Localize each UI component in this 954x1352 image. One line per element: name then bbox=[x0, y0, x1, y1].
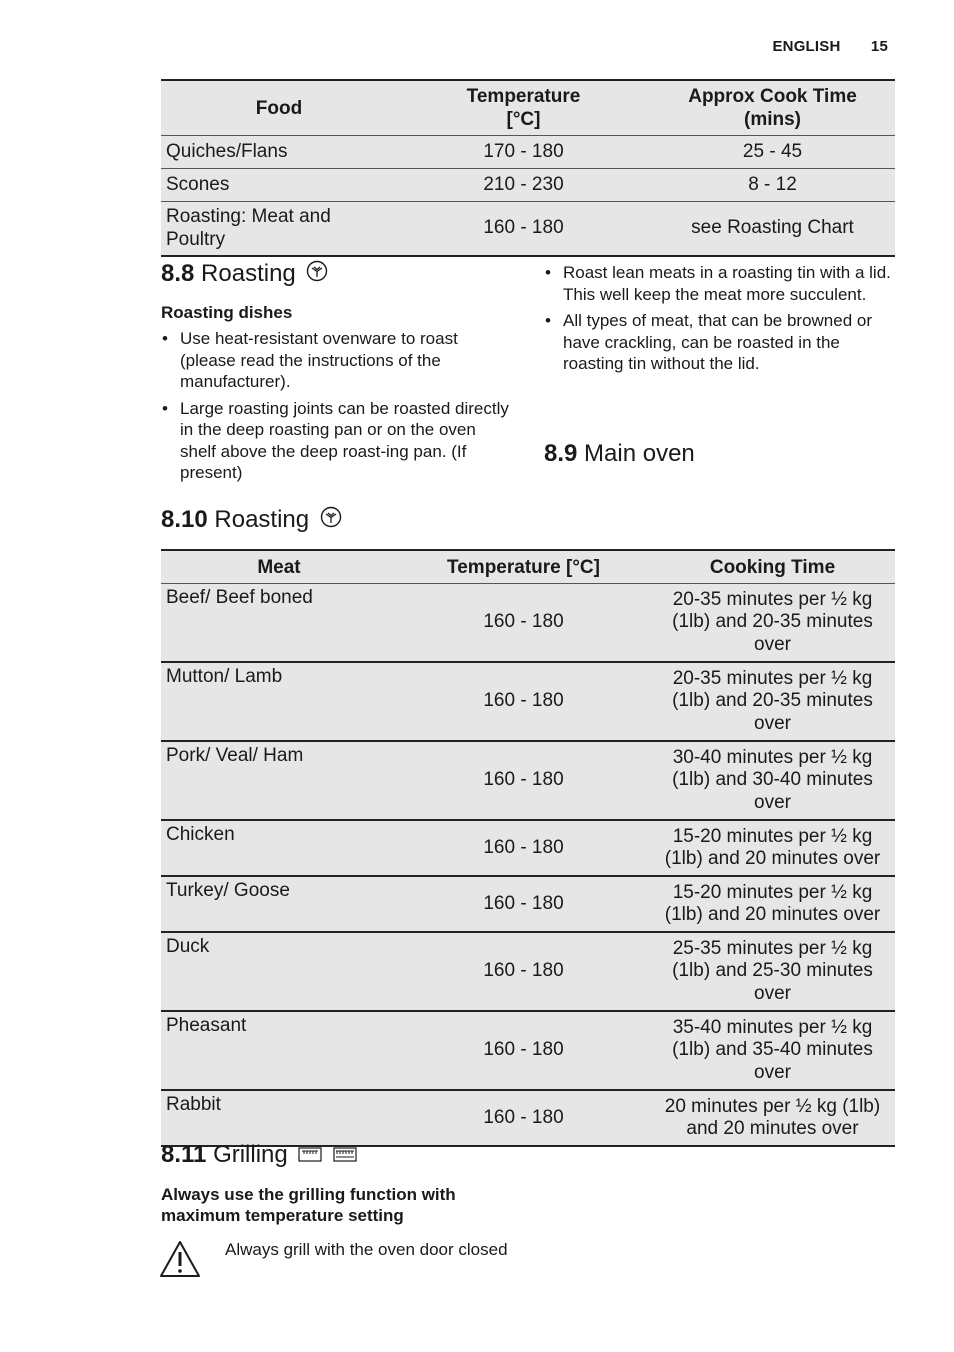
column-header-cooking-time: Cooking Time bbox=[650, 550, 895, 584]
table-header-row bbox=[161, 80, 895, 136]
column-header-temperature: Temperature [°C] bbox=[397, 550, 650, 584]
time-cell: 25 - 45 bbox=[650, 136, 895, 169]
table-row bbox=[161, 136, 895, 169]
section-number: 8.10 bbox=[161, 506, 208, 533]
temperature-cell: 170 - 180 bbox=[397, 136, 650, 169]
temperature-cell: 160 - 180 bbox=[397, 820, 650, 876]
subheading-grilling: Always use the grilling function with maximum temperature setting bbox=[161, 1185, 456, 1225]
meat-cell: Pheasant bbox=[161, 1011, 397, 1090]
fan-circle-icon bbox=[320, 506, 342, 535]
meat-cell: Mutton/ Lamb bbox=[161, 662, 397, 741]
column-header-food: Food bbox=[161, 80, 397, 136]
section-title: Grilling bbox=[213, 1141, 288, 1168]
temperature-cell: 210 - 230 bbox=[397, 169, 650, 202]
table-row bbox=[161, 1011, 895, 1090]
time-cell: 25-35 minutes per ½ kg (1lb) and 25-30 minutes over bbox=[650, 932, 895, 1011]
page-header bbox=[772, 38, 888, 55]
section-title: Roasting bbox=[214, 506, 310, 533]
food-cell: Scones bbox=[161, 169, 397, 202]
time-cell: 30-40 minutes per ½ kg (1lb) and 30-40 minutes over bbox=[650, 741, 895, 820]
food-cell: Quiches/Flans bbox=[161, 136, 397, 169]
temperature-cell: 160 - 180 bbox=[397, 741, 650, 820]
temperature-cell: 160 - 180 bbox=[397, 584, 650, 663]
column-header-meat: Meat bbox=[161, 550, 397, 584]
warning-triangle-icon bbox=[159, 1240, 201, 1283]
section-number: 8.9 bbox=[544, 440, 578, 467]
table-row bbox=[161, 662, 895, 741]
meat-cell: Rabbit bbox=[161, 1090, 397, 1146]
list-item: • All types of meat, that can be browned or have crackling, can be roasted in the roasting tin without the lid. bbox=[544, 310, 892, 375]
section-title: Roasting bbox=[201, 260, 296, 287]
food-cell: Roasting: Meat and Poultry bbox=[161, 202, 397, 257]
time-cell: 8 - 12 bbox=[650, 169, 895, 202]
roasting-table bbox=[161, 549, 895, 1147]
list-item: • Use heat-resistant ovenware to roast (please read the instructions of the manufacturer). bbox=[161, 328, 513, 393]
temperature-cell: 160 - 180 bbox=[397, 1090, 650, 1146]
section-number: 8.8 bbox=[161, 260, 195, 287]
warning-text: Always grill with the oven door closed bbox=[225, 1240, 508, 1259]
table-row bbox=[161, 1090, 895, 1146]
time-cell: see Roasting Chart bbox=[650, 202, 895, 257]
section-heading-8-10 bbox=[161, 506, 342, 535]
bullet-list-right bbox=[544, 262, 892, 380]
section-heading-8-8 bbox=[161, 260, 328, 289]
time-cell: 35-40 minutes per ½ kg (1lb) and 35-40 minutes over bbox=[650, 1011, 895, 1090]
language-label: ENGLISH bbox=[772, 38, 841, 55]
section-heading-8-11 bbox=[161, 1141, 357, 1170]
table-row bbox=[161, 741, 895, 820]
bullet-list-left bbox=[161, 328, 513, 489]
table-row bbox=[161, 202, 895, 257]
table-row bbox=[161, 876, 895, 932]
grill-full-icon bbox=[333, 1142, 357, 1170]
baking-table bbox=[161, 79, 895, 257]
temperature-cell: 160 - 180 bbox=[397, 876, 650, 932]
temperature-cell: 160 - 180 bbox=[397, 202, 650, 257]
temperature-cell: 160 - 180 bbox=[397, 932, 650, 1011]
section-title: Main oven bbox=[584, 440, 695, 467]
meat-cell: Turkey/ Goose bbox=[161, 876, 397, 932]
time-cell: 20 minutes per ½ kg (1lb) and 20 minutes over bbox=[650, 1090, 895, 1146]
meat-cell: Chicken bbox=[161, 820, 397, 876]
section-number: 8.11 bbox=[161, 1141, 207, 1168]
temperature-cell: 160 - 180 bbox=[397, 1011, 650, 1090]
time-cell: 20-35 minutes per ½ kg (1lb) and 20-35 minutes over bbox=[650, 662, 895, 741]
meat-cell: Beef/ Beef boned bbox=[161, 584, 397, 663]
time-cell: 20-35 minutes per ½ kg (1lb) and 20-35 minutes over bbox=[650, 584, 895, 663]
table-row bbox=[161, 584, 895, 663]
table-row bbox=[161, 932, 895, 1011]
section-heading-8-9 bbox=[544, 440, 695, 468]
time-cell: 15-20 minutes per ½ kg (1lb) and 20 minutes over bbox=[650, 876, 895, 932]
grill-half-icon bbox=[298, 1142, 322, 1170]
table-header-row bbox=[161, 550, 895, 584]
column-header-temperature: Temperature [°C] bbox=[397, 80, 650, 136]
subheading-roasting-dishes: Roasting dishes bbox=[161, 303, 293, 322]
page-number: 15 bbox=[870, 38, 888, 55]
table-row bbox=[161, 169, 895, 202]
meat-cell: Duck bbox=[161, 932, 397, 1011]
list-item: • Large roasting joints can be roasted directly in the deep roasting pan or on the oven shelf above the deep roast-ing pan. (If present) bbox=[161, 398, 513, 484]
column-header-time: Approx Cook Time (mins) bbox=[650, 80, 895, 136]
meat-cell: Pork/ Veal/ Ham bbox=[161, 741, 397, 820]
time-cell: 15-20 minutes per ½ kg (1lb) and 20 minutes over bbox=[650, 820, 895, 876]
temperature-cell: 160 - 180 bbox=[397, 662, 650, 741]
table-row bbox=[161, 820, 895, 876]
fan-circle-icon bbox=[306, 260, 328, 289]
list-item: • Roast lean meats in a roasting tin with a lid. This well keep the meat more succulent. bbox=[544, 262, 892, 305]
